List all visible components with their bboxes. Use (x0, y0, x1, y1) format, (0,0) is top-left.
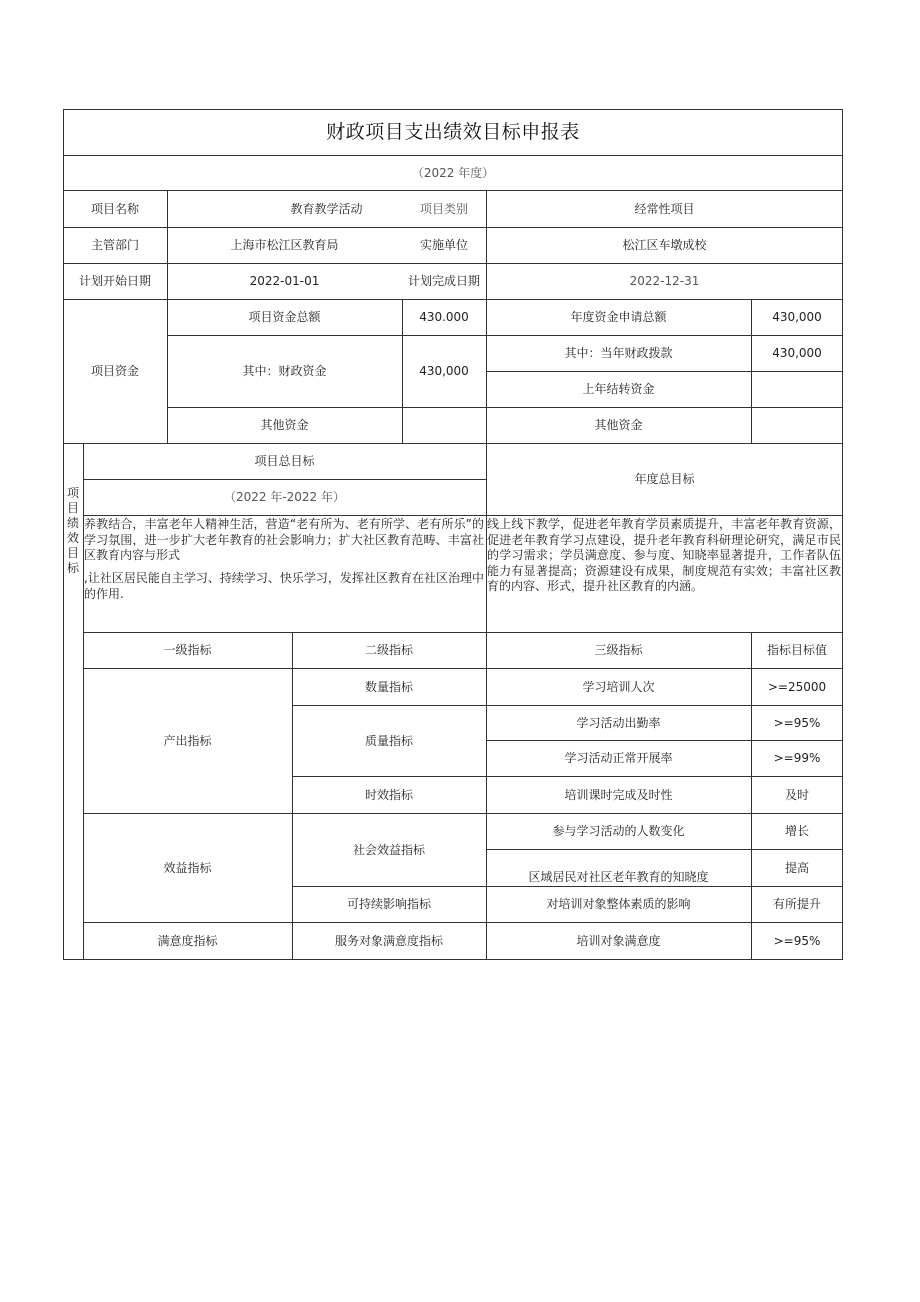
overall-goal-text-continued: ,让社区居民能自主学习、持续学习、快乐学习，发挥社区教育在社区治理中的作用. (84, 571, 484, 601)
end-date-label: 计划完成日期 (407, 274, 480, 288)
overall-goal-label: 项目总目标 (254, 454, 315, 468)
level3-indicator: 区域居民对社区老年教育的知晓度 (528, 870, 709, 884)
form-title: 财政项目支出绩效目标申报表 (326, 121, 580, 143)
level3-indicator: 学习活动出勤率 (576, 715, 661, 730)
indicator-target: >=95% (773, 933, 821, 948)
level2-service-satisfaction: 服务对象满意度指标 (334, 933, 443, 948)
funds-fiscal-label: 其中：财政资金 (242, 364, 327, 378)
funds-other-value (402, 407, 486, 443)
header-level3: 三级指标 (594, 643, 643, 657)
level3-indicator: 学习培训人次 (582, 679, 655, 694)
level1-benefit: 效益指标 (163, 860, 212, 875)
level1-satisfaction: 满意度指标 (157, 933, 218, 948)
funds-other-label: 其他资金 (260, 418, 309, 432)
level3-indicator: 参与学习活动的人数变化 (552, 824, 685, 838)
unit-value: 松江区车墩成校 (622, 238, 707, 252)
funds-label: 项目资金 (90, 364, 139, 378)
header-level1: 一级指标 (163, 643, 212, 657)
funds-fiscal-value: 430,000 (419, 364, 469, 378)
overall-goal-text: 养教结合，丰富老年人精神生活，营造“老有所为、老有所学、老有所乐”的学习氛围，进一步扩大老年教育的社会影响力；扩大社区教育范畴、丰富社区教育内容与形式 (84, 517, 484, 562)
header-target: 指标目标值 (766, 643, 827, 657)
funds-current-label: 其中：当年财政拨款 (564, 346, 673, 360)
project-type-value: 经常性项目 (634, 201, 695, 216)
goals-side-label: 项目绩效目标 (66, 486, 79, 575)
indicator-target: 增长 (784, 824, 809, 838)
funds-other2-label: 其他资金 (594, 418, 643, 432)
indicator-target: 有所提升 (772, 897, 821, 911)
unit-label: 实施单位 (419, 238, 468, 252)
divider (83, 515, 843, 516)
indicator-target: >=95% (773, 715, 821, 730)
project-name-value: 教育教学活动 (290, 201, 363, 216)
level3-indicator: 培训对象满意度 (576, 933, 661, 948)
level2-quantity: 数量指标 (364, 679, 413, 694)
level3-indicator: 培训课时完成及时性 (564, 787, 673, 802)
level3-indicator: 学习活动正常开展率 (564, 751, 673, 765)
funds-total-label: 项目资金总额 (248, 310, 321, 324)
funds-other2-value (751, 407, 843, 443)
project-type-label: 项目类别 (419, 201, 468, 216)
funds-carry-value (751, 371, 843, 407)
dept-value: 上海市松江区教育局 (230, 238, 339, 252)
form-year: （2022 年度） (411, 165, 495, 180)
header-level2: 二级指标 (364, 643, 413, 657)
level2-quality: 质量指标 (364, 733, 413, 748)
border-bottom (63, 959, 843, 960)
level2-sustainable: 可持续影响指标 (346, 897, 431, 911)
funds-annual-value: 430,000 (772, 310, 822, 324)
level1-output: 产出指标 (163, 733, 212, 748)
end-date-value: 2022-12-31 (629, 274, 700, 288)
indicator-target: >=25000 (767, 679, 827, 694)
overall-goal-period: （2022 年-2022 年） (223, 490, 346, 504)
level2-social-benefit: 社会效益指标 (352, 842, 425, 857)
funds-current-value: 430,000 (772, 346, 822, 360)
level2-timeliness: 时效指标 (364, 787, 413, 802)
annual-goal-text: 线上线下教学，促进老年教育学员素质提升，丰富老年教育资源，促进老年教育学习点建设，提升老年教育科研理论研究，满足市民的学习需求；学员满意度、参与度、知晓率显著提升，工作者队伍能力有显著提高；资源建设有成果，制度规范有实效；丰富社区教育的内容、形式，提升社区教育的内涵。 (487, 517, 841, 593)
project-name-label: 项目名称 (90, 201, 139, 216)
annual-goal-label: 年度总目标 (634, 472, 695, 486)
indicator-target: >=99% (773, 751, 821, 765)
indicator-target: 提高 (784, 860, 809, 875)
performance-form (63, 109, 843, 960)
funds-total-value: 430.000 (419, 310, 469, 324)
start-date-value: 2022-01-01 (249, 274, 320, 288)
funds-annual-label: 年度资金申请总额 (570, 310, 667, 324)
start-date-label: 计划开始日期 (78, 274, 151, 288)
funds-carry-label: 上年结转资金 (582, 382, 655, 396)
dept-label: 主管部门 (90, 238, 139, 252)
indicator-target: 及时 (784, 787, 809, 802)
level3-indicator: 对培训对象整体素质的影响 (546, 897, 691, 911)
